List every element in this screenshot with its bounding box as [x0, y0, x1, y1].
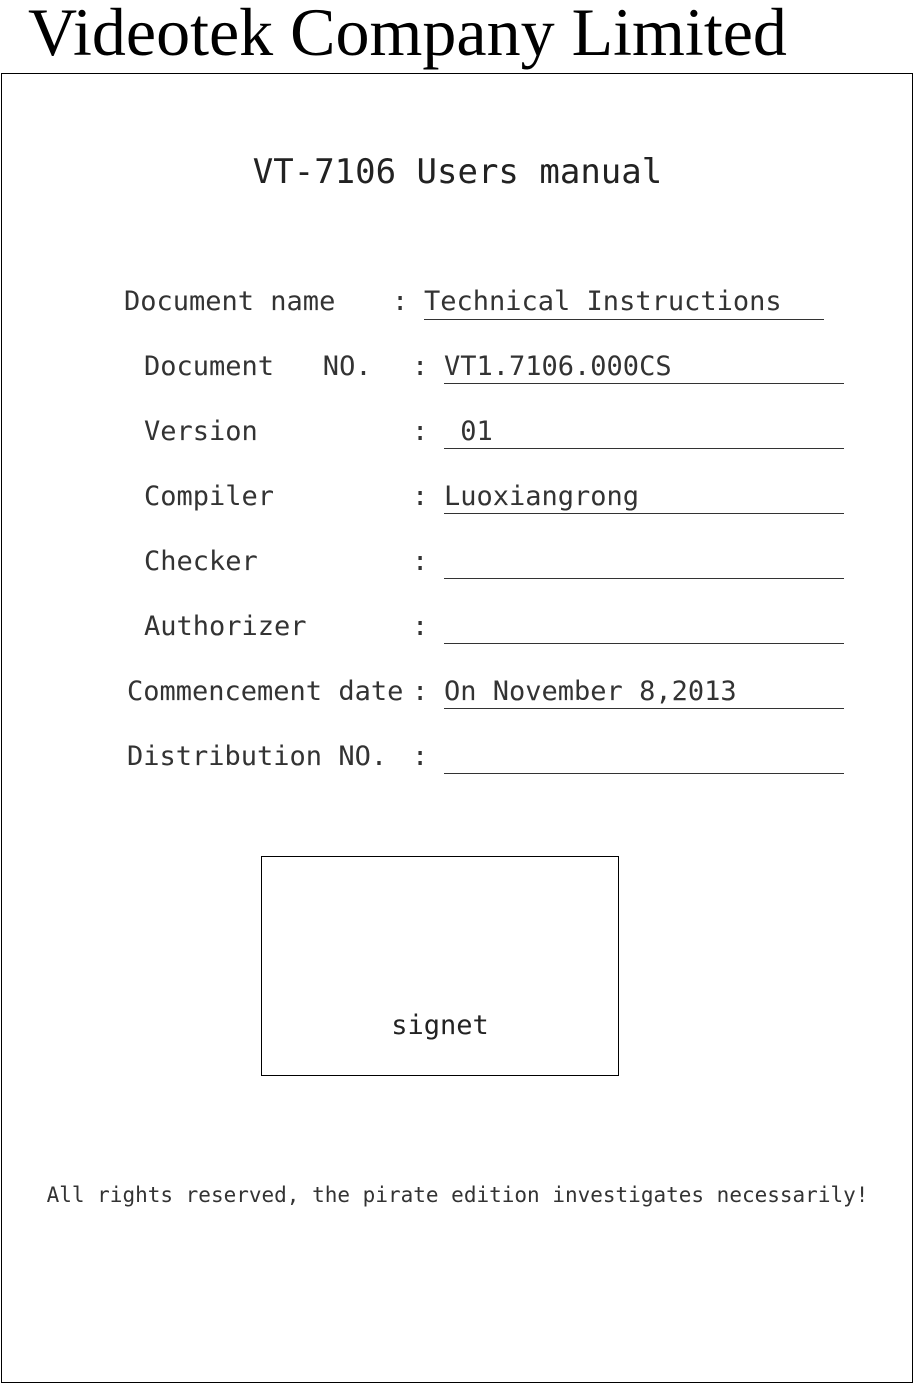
copyright-footer: All rights reserved, the pirate edition investigates necessarily! — [46, 1183, 869, 1207]
signet-box — [261, 856, 619, 1076]
field-value-compiler: Luoxiangrong — [444, 481, 640, 512]
field-label-checker: Checker — [144, 546, 258, 577]
field-label-commencement-date: Commencement date — [127, 676, 404, 707]
field-label-document-name: Document name — [124, 286, 336, 317]
field-colon: : — [412, 416, 429, 447]
field-value-commencement-date: On November 8,2013 — [444, 676, 737, 707]
document-title: VT-7106 Users manual — [252, 152, 663, 192]
company-name: Videotek Company Limited — [28, 0, 787, 70]
field-line-authorizer — [444, 610, 844, 644]
field-colon: : — [412, 741, 429, 772]
field-line-distribution-no — [444, 740, 844, 774]
field-label-document-no: Document NO. — [144, 351, 372, 382]
field-line-version — [444, 415, 844, 449]
field-label-compiler: Compiler — [144, 481, 275, 512]
field-colon: : — [392, 286, 409, 317]
field-label-version: Version — [144, 416, 258, 447]
field-colon: : — [412, 611, 429, 642]
field-colon: : — [412, 676, 429, 707]
field-label-distribution-no: Distribution NO. — [127, 741, 388, 772]
field-colon: : — [412, 481, 429, 512]
field-value-document-name: Technical Instructions — [424, 286, 782, 317]
field-colon: : — [412, 351, 429, 382]
field-label-authorizer: Authorizer — [144, 611, 307, 642]
field-line-checker — [444, 545, 844, 579]
field-value-version: 01 — [444, 416, 493, 447]
field-colon: : — [412, 546, 429, 577]
field-value-document-no: VT1.7106.000CS — [444, 351, 672, 382]
signet-label: signet — [391, 1010, 489, 1041]
